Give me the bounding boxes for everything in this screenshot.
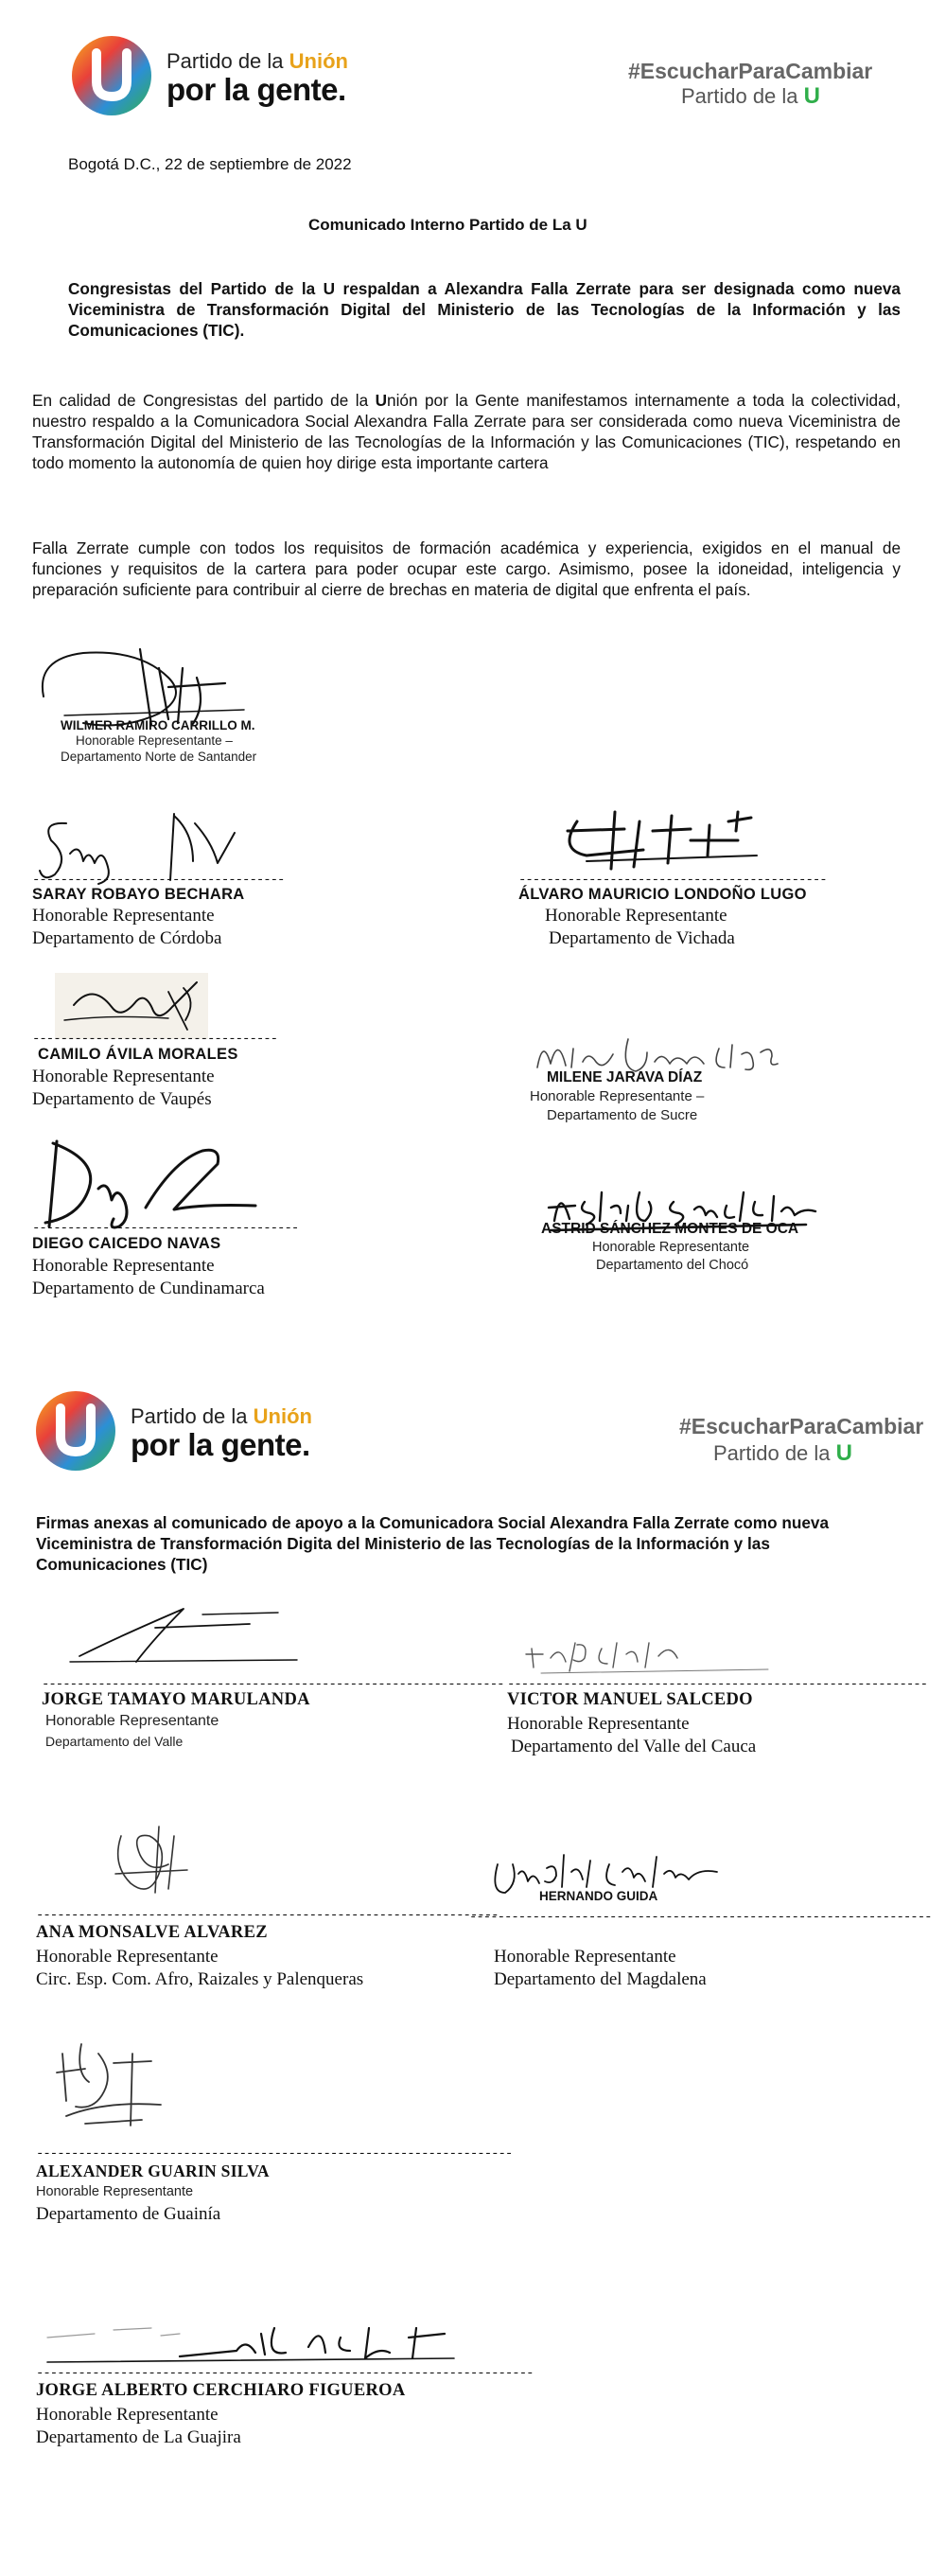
signer-name-caicedo: DIEGO CAICEDO NAVAS [32, 1235, 221, 1252]
signer-role-guarin: Honorable Representante [36, 2184, 194, 2199]
signer-name-tamayo: JORGE TAMAYO MARULANDA [42, 1690, 310, 1709]
signer-name-jarava: MILENE JARAVA DÍAZ [547, 1069, 703, 1085]
signer-role-guida: Honorable Representante [494, 1947, 676, 1967]
signer-role-cerchiaro: Honorable Representante [36, 2405, 219, 2425]
signer-name-sanchez: ASTRID SÁNCHEZ MONTES DE OCA [541, 1221, 799, 1237]
signer-dept-cerchiaro: Departamento de La Guajira [36, 2427, 241, 2447]
signature-line-tamayo: ------------------------------------------------------------------ [42, 1677, 504, 1692]
signature-line-robayo: ------------------------------------ [32, 873, 285, 888]
party-logo [68, 32, 390, 119]
campaign-party-label-page2: Partido de la U [713, 1440, 852, 1466]
subject-paragraph: Congresistas del Partido de la U respaldan a Alexandra Falla Zerrate para ser designada como nueva Viceministra de Transformación Digital del Ministerio de las Tecnologías de la Información y las Comunicaciones (TIC). [68, 279, 901, 340]
signature-line-avila: ----------------------------------- [32, 1032, 278, 1047]
signer-dept-sanchez: Departamento del Chocó [596, 1258, 749, 1273]
signer-role-tamayo: Honorable Representante [45, 1713, 219, 1729]
signer-dept-caicedo: Departamento de Cundinamarca [32, 1279, 265, 1298]
signer-dept-monsalve: Circ. Esp. Com. Afro, Raizales y Palenqueras [36, 1969, 364, 1989]
signer-role-robayo: Honorable Representante [32, 906, 215, 926]
page-title: Comunicado Interno Partido de La U [308, 216, 587, 234]
signer-role-salcedo: Honorable Representante [507, 1714, 690, 1734]
signature-line-cerchiaro: ----------------------------------------------------------------------- [36, 2366, 534, 2381]
signer-name-guarin: ALEXANDER GUARIN SILVA [36, 2161, 270, 2180]
signer-dept-guarin: Departamento de Guainía [36, 2204, 221, 2224]
body-paragraph-2: Falla Zerrate cumple con todos los requisitos de formación académica y experiencia, exigidos en el manual de funciones y requisitos de la cartera para poder ocupar este cargo. Asimismo, posee la idoneidad, inteligencia y preparación suficiente para contribuir al cierre de brechas en materia de digital que enfrenta el país. [32, 538, 901, 599]
signature-line-guarin: -------------------------------------------------------------------- [36, 2146, 513, 2161]
signer-dept-carrillo: Departamento Norte de Santander [61, 750, 257, 764]
brand-union-word: Unión [253, 1404, 312, 1428]
signer-dept-tamayo: Departamento del Valle [45, 1734, 184, 1749]
party-u-logo-icon [32, 1387, 123, 1474]
signer-name-londono: ÁLVARO MAURICIO LONDOÑO LUGO [518, 886, 807, 903]
signer-role-avila: Honorable Representante [32, 1067, 215, 1086]
signer-dept-salcedo: Departamento del Valle del Cauca [511, 1737, 757, 1756]
signer-name-salcedo: VICTOR MANUEL SALCEDO [507, 1690, 753, 1709]
signer-name-cerchiaro: JORGE ALBERTO CERCHIARO FIGUEROA [36, 2381, 406, 2400]
campaign-hashtag-page2: #EscucharParaCambiar [679, 1414, 924, 1438]
signer-role-monsalve: Honorable Representante [36, 1947, 219, 1967]
signature-line-guida: ------------------------------------------------------------------ [469, 1910, 932, 1925]
annex-intro: Firmas anexas al comunicado de apoyo a la Comunicadora Social Alexandra Falla Zerrate como nueva Viceministra de Transformación Digita del Ministerio de las Tecnologías de la Información y las Comunicaciones (TIC) [36, 1513, 830, 1574]
brand-line1-prefix: Partido de la [166, 49, 289, 73]
signature-robayo [32, 795, 250, 885]
signer-role-carrillo: Honorable Representante – [76, 733, 233, 748]
signature-avila [55, 973, 208, 1039]
signer-dept-londono: Departamento de Vichada [549, 928, 735, 948]
signer-name-guida: HERNANDO GUIDA [539, 1889, 658, 1903]
signature-line-monsalve: ------------------------------------------------------------------ [36, 1908, 499, 1923]
signer-dept-guida: Departamento del Magdalena [494, 1969, 707, 1989]
signer-name-monsalve: ANA MONSALVE ALVAREZ [36, 1923, 268, 1942]
signer-dept-avila: Departamento de Vaupés [32, 1089, 212, 1109]
signature-salcedo [522, 1630, 778, 1677]
signature-line-caicedo: -------------------------------------- [32, 1221, 299, 1236]
signer-role-jarava: Honorable Representante – [530, 1088, 705, 1104]
body-paragraph-1: En calidad de Congresistas del partido de la Unión por la Gente manifestamos internamente a toda la colectividad, nuestro respaldo a la Comunicadora Social Alexandra Falla Zerrate para ser considerada como nueva Viceministra de Transformación Digital del Ministerio de las Tecnologías de la Información y las Comunicaciones (TIC), respetando en todo momento la autonomía de quien hoy dirige esta importante cartera [32, 391, 901, 472]
campaign-hashtag: #EscucharParaCambiar [628, 59, 873, 83]
party-logo-page2 [32, 1387, 354, 1474]
signature-monsalve [102, 1817, 197, 1912]
signer-name-robayo: SARAY ROBAYO BECHARA [32, 886, 245, 903]
signer-role-caicedo: Honorable Representante [32, 1256, 215, 1276]
signature-londono [549, 803, 766, 878]
signer-dept-jarava: Departamento de Sucre [547, 1107, 698, 1123]
campaign-party-label: Partido de la U [681, 83, 820, 109]
signature-line-londono: -------------------------------------------- [518, 873, 827, 888]
brand-union-word: Unión [289, 49, 348, 73]
brand-line1-prefix: Partido de la [131, 1404, 254, 1428]
brand-line2: por la gente. [166, 72, 346, 107]
date-line: Bogotá D.C., 22 de septiembre de 2022 [68, 155, 352, 173]
signature-guarin [47, 2035, 170, 2139]
signer-role-londono: Honorable Representante [545, 906, 727, 926]
signer-dept-robayo: Departamento de Córdoba [32, 928, 222, 948]
signer-role-sanchez: Honorable Representante [592, 1240, 750, 1255]
signer-name-avila: CAMILO ÁVILA MORALES [38, 1046, 238, 1063]
signer-name-carrillo: WILMER RAMIRO CARRILLO M. [61, 718, 255, 732]
signature-tamayo [61, 1590, 307, 1675]
brand-line2: por la gente. [131, 1427, 310, 1462]
party-u-logo-icon [68, 32, 159, 119]
signature-line-salcedo: ------------------------------------------------------------ [507, 1677, 928, 1692]
